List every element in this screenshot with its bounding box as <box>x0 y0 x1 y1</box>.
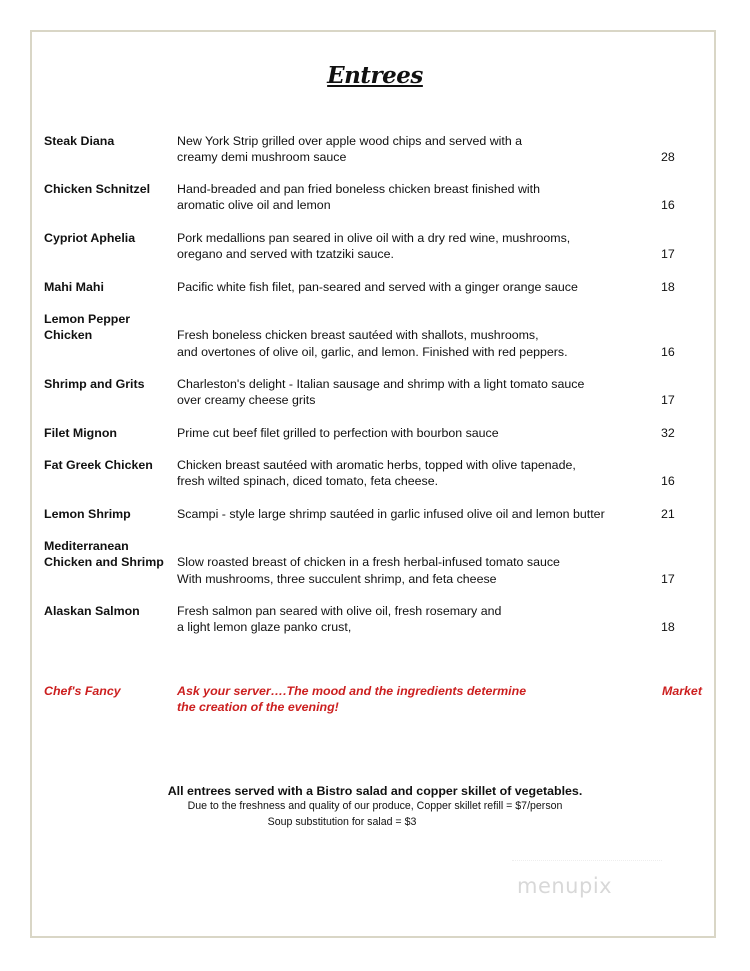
item-price: 32 <box>661 426 675 440</box>
item-description: Charleston's delight - Italian sausage and shrimp with a light tomato sauce over creamy cheese grits <box>177 377 585 408</box>
item-name: Chef's Fancy <box>44 684 121 698</box>
item-name: Mahi Mahi <box>44 280 104 294</box>
menupix-watermark: menupix <box>517 874 613 898</box>
item-description: Pacific white fish filet, pan-seared and served with a ginger orange sauce <box>177 280 578 294</box>
item-description: Hand-breaded and pan fried boneless chicken breast finished with aromatic olive oil and lemon <box>177 182 541 213</box>
item-description: Ask your server….The mood and the ingredients determine the creation of the evening! <box>177 684 527 715</box>
item-price: 18 <box>661 280 675 294</box>
item-name: Shrimp and Grits <box>44 377 145 391</box>
soup-note: Soup substitution for salad = $3 <box>267 816 417 828</box>
item-name: Lemon Shrimp <box>44 507 131 521</box>
item-description: Fresh salmon pan seared with olive oil, fresh rosemary and a light lemon glaze panko crust, <box>177 604 502 635</box>
item-name: Chicken Schnitzel <box>44 182 151 196</box>
item-name: Lemon Pepper Chicken <box>44 312 131 343</box>
item-description: Scampi - style large shrimp sautéed in garlic infused olive oil and lemon butter <box>177 507 605 521</box>
item-description: Prime cut beef filet grilled to perfection with bourbon sauce <box>177 426 499 440</box>
watermark-divider <box>512 860 662 861</box>
item-description: New York Strip grilled over apple wood chips and served with a creamy demi mushroom sauce <box>177 134 523 165</box>
item-name: Fat Greek Chicken <box>44 458 153 472</box>
item-description: Slow roasted breast of chicken in a fresh herbal-infused tomato sauce With mushrooms, three succulent shrimp, and feta cheese <box>177 555 560 586</box>
item-name: Alaskan Salmon <box>44 604 140 618</box>
item-price: 17 <box>661 247 675 262</box>
item-price: 16 <box>661 344 675 359</box>
item-price: 18 <box>661 620 675 635</box>
footer-note: All entrees served with a Bistro salad and copper skillet of vegetables. <box>167 784 583 798</box>
item-price: 28 <box>661 150 675 165</box>
item-price: Market <box>662 684 702 698</box>
item-description: Fresh boneless chicken breast sautéed with shallots, mushrooms, and overtones of olive oil, garlic, and lemon. Finished with red peppers. <box>177 328 568 359</box>
item-price: 16 <box>661 474 675 489</box>
item-price: 17 <box>661 393 675 408</box>
item-price: 17 <box>661 571 675 586</box>
item-description: Pork medallions pan seared in olive oil with a dry red wine, mushrooms, oregano and served with tzatziki sauce. <box>177 231 571 262</box>
item-description: Chicken breast sautéed with aromatic herbs, topped with olive tapenade, fresh wilted spinach, diced tomato, feta cheese. <box>177 458 576 489</box>
refill-note: Due to the freshness and quality of our produce, Copper skillet refill = $7/person <box>187 800 563 812</box>
item-name: Steak Diana <box>44 134 115 148</box>
page-title: Entrees <box>327 62 423 89</box>
item-name: Filet Mignon <box>44 426 117 440</box>
item-price: 16 <box>661 198 675 213</box>
item-price: 21 <box>661 507 675 521</box>
item-name: Mediterranean Chicken and Shrimp <box>44 539 164 570</box>
item-name: Cypriot Aphelia <box>44 231 136 245</box>
